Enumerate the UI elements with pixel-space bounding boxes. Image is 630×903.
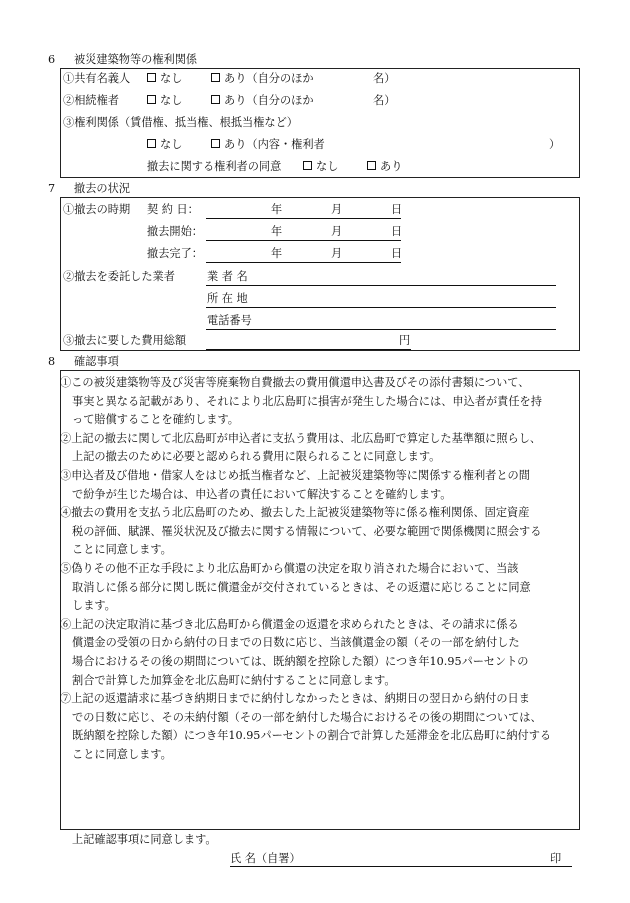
month-label: 月 [331, 203, 343, 216]
confirmation-item-line: 上記の撤去のために必要と認められる費用に限られることに同意します。 [72, 450, 441, 464]
confirmation-item-line: ④撤去の費用を支払う北広島町のため、撤去した上記被災建築物等に係る権利関係、固定資産 [60, 506, 530, 520]
co-owner-yes-option[interactable]: あり（自分のほか [211, 71, 314, 87]
co-owner-count-suffix: 名） [373, 72, 396, 85]
start-date-field[interactable] [206, 240, 401, 241]
checkbox-icon[interactable] [147, 73, 156, 82]
consent-none-option[interactable]: なし [303, 159, 338, 175]
checkbox-icon[interactable] [147, 95, 156, 104]
rights-close-paren: ） [549, 138, 561, 151]
phone-field[interactable] [206, 329, 556, 330]
signature-field[interactable] [230, 866, 572, 867]
confirmation-item-line: って賠償することを確約します。 [72, 413, 239, 427]
confirmation-item-line: 既納額を控除した額）につき年10.95パーセントの割合で計算した延滞金を北広島町に納付する [72, 729, 552, 743]
checkbox-icon[interactable] [367, 161, 376, 170]
contract-date-label: 契 約 日： [147, 203, 199, 216]
checkbox-icon[interactable] [211, 95, 220, 104]
confirmation-item-line: 割合で計算した加算金を北広島町に納付することに同意します。 [72, 673, 396, 687]
rights-none-option[interactable]: なし [147, 137, 182, 153]
heir-row: ②相続権者 [63, 94, 119, 107]
end-date-label: 撤去完了： [147, 247, 203, 260]
contract-date-field[interactable] [206, 218, 401, 219]
contractor-label: ②撤去を委託した業者 [63, 270, 175, 283]
section-7-heading: 7 撤去の状況 [48, 182, 130, 195]
section-8-heading: 8 確認事項 [48, 355, 119, 368]
confirmation-item-line: ①この被災建築物等及び災害等廃棄物自費撤去の費用償還申込書及びその添付書類について、 [60, 376, 530, 389]
month-label: 月 [331, 247, 343, 260]
checkbox-icon[interactable] [211, 139, 220, 148]
confirmation-item-line: します。 [72, 599, 116, 613]
phone-label: 電話番号 [207, 314, 252, 327]
year-label: 年 [271, 203, 283, 216]
co-owner-none-option[interactable]: なし [147, 71, 182, 87]
section-6-box [60, 68, 580, 178]
confirmation-item-line: での日数に応じ、その未納付額（その一部を納付した場合におけるその後の期間については、 [72, 710, 542, 724]
confirmation-item-line: ②上記の撤去に関して北広島町が申込者に支払う費用は、北広島町で算定した基準額に照らし、 [60, 431, 542, 445]
address-label: 所 在 地 [207, 292, 248, 305]
removal-timing-label: ①撤去の時期 [63, 203, 131, 216]
confirmation-item-line: 償還金の受領の日から納付の日までの日数に応じ、当該償還金の額（その一部を納付した [72, 636, 520, 650]
confirmation-item-line: 事実と異なる記載があり、それにより北広島町に損害が発生した場合には、申込者が責任を持 [72, 394, 542, 408]
company-name-field[interactable] [206, 285, 556, 286]
rights-yes-option[interactable]: あり（内容・権利者 [211, 137, 325, 153]
year-label: 年 [271, 225, 283, 238]
total-cost-field[interactable] [206, 349, 411, 350]
seal-mark: 印 [550, 852, 562, 865]
heir-count-suffix: 名） [373, 94, 396, 107]
day-label: 日 [391, 225, 403, 238]
company-name-label: 業 者 名 [207, 270, 248, 283]
consent-row: 撤去に関する権利者の同意 [147, 160, 282, 173]
confirmation-item-line: ⑤偽りその他不正な手段により北広島町から償還の決定を取り消された場合において、当該 [60, 562, 519, 575]
confirmation-item-line: 税の評価、賦課、罹災状況及び撤去に関する情報について、必要な範囲で関係機関に照会する [72, 524, 542, 538]
signature-label: 氏 名（自署） [230, 852, 301, 865]
checkbox-icon[interactable] [147, 139, 156, 148]
confirmation-item-line: ことに同意します。 [72, 543, 172, 557]
address-field[interactable] [206, 307, 556, 308]
start-date-label: 撤去開始： [147, 225, 203, 238]
day-label: 日 [391, 247, 403, 260]
checkbox-icon[interactable] [211, 73, 220, 82]
section-6-heading: 6 被災建築物等の権利関係 [48, 53, 198, 66]
consent-yes-option[interactable]: あり [367, 159, 402, 175]
confirmation-item-line: ⑥上記の決定取消に基づき北広島町から償還金の返還を求められたときは、その請求に係る [60, 617, 519, 631]
yen-label: 円 [399, 334, 411, 347]
section-7-box [60, 197, 580, 351]
total-cost-label: ③撤去に要した費用総額 [63, 334, 187, 347]
confirmation-item-line: 取消しに係る部分に関し既に償還金が交付されているときは、その返還に応じることに同意 [72, 580, 531, 594]
confirmation-item-line: ことに同意します。 [72, 748, 172, 761]
end-date-field[interactable] [206, 262, 401, 263]
day-label: 日 [391, 203, 403, 216]
confirmation-item-line: で紛争が生じた場合は、申込者の責任において解決することを確約します。 [72, 487, 452, 501]
rights-row: ③権利関係（賃借権、抵当権、根抵当権など） [63, 116, 298, 129]
confirmation-item-line: ⑦上記の返還請求に基づき納期日までに納付しなかったときは、納期日の翌日から納付の日ま [60, 692, 530, 706]
heir-yes-option[interactable]: あり（自分のほか [211, 93, 314, 109]
month-label: 月 [331, 225, 343, 238]
checkbox-icon[interactable] [303, 161, 312, 170]
co-owner-row: ①共有名義人 [63, 72, 131, 85]
heir-none-option[interactable]: なし [147, 93, 182, 109]
year-label: 年 [271, 247, 283, 260]
agree-statement: 上記確認事項に同意します。 [72, 833, 217, 846]
confirmation-item-line: 場合におけるその後の期間については、既納額を控除した額）につき年10.95パーセントの [72, 655, 529, 668]
confirmation-item-line: ③申込者及び借地・借家人をはじめ抵当権者など、上記被災建築物等に関係する権利者との間 [60, 469, 530, 482]
